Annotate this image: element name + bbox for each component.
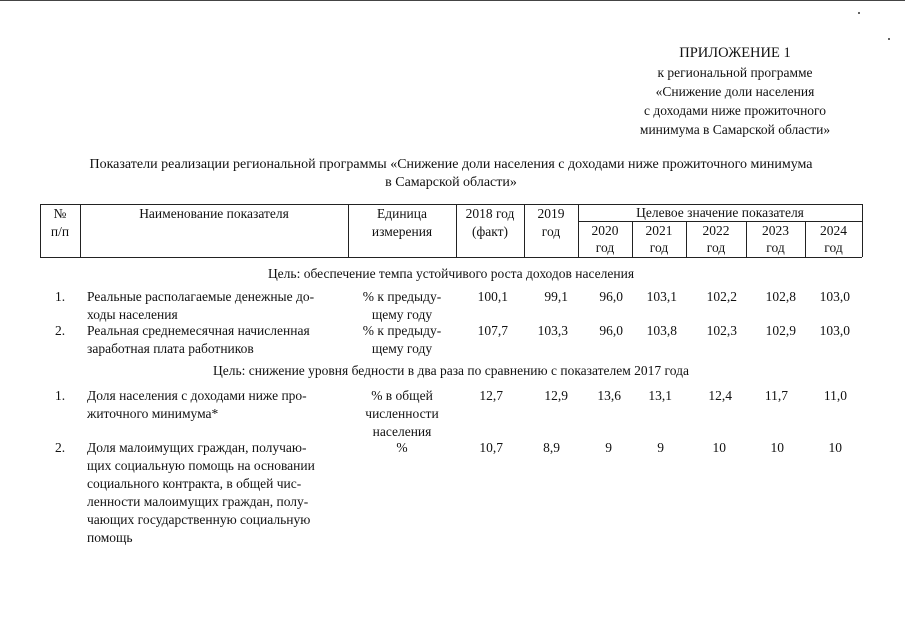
header-name: Наименование показателя bbox=[139, 206, 289, 221]
appendix-title: ПРИЛОЖЕНИЕ 1 bbox=[679, 45, 791, 61]
value-2022: 102,2 bbox=[706, 289, 737, 304]
row-name: Доля населения с доходами ниже про- житочного минимума* bbox=[87, 388, 307, 421]
scan-speck bbox=[858, 12, 860, 14]
row-unit: % к предыду- щему году bbox=[362, 323, 442, 356]
row-unit: % в общей численности населения bbox=[365, 388, 439, 439]
row-unit: % bbox=[396, 440, 408, 455]
table-header-bottom-border bbox=[40, 257, 862, 258]
value-2020: 9 bbox=[605, 440, 612, 455]
header-2018: 2018 год (факт) bbox=[465, 206, 515, 239]
row-name: Реальная среднемесячная начисленная заработная плата работников bbox=[87, 323, 310, 356]
header-year-2024: 2024 год bbox=[820, 223, 847, 255]
header-unit: Единица измерения bbox=[371, 206, 433, 239]
scan-edge bbox=[0, 0, 905, 1]
table-right-border bbox=[862, 204, 863, 257]
value-2020: 96,0 bbox=[599, 323, 623, 338]
document-title-line: в Самарской области» bbox=[385, 175, 517, 190]
value-2021: 13,1 bbox=[648, 388, 672, 403]
value-2024: 11,0 bbox=[823, 388, 847, 403]
value-2018: 107,7 bbox=[477, 323, 508, 338]
value-2022: 102,3 bbox=[706, 323, 737, 338]
goal-heading-2: Цель: снижение уровня бедности в два раза по сравнению с показателем 2017 года bbox=[213, 363, 689, 378]
document-title bbox=[40, 156, 862, 192]
header-2019: 2019 год bbox=[537, 206, 565, 239]
header-target: Целевое значение показателя bbox=[636, 205, 804, 220]
value-2018: 100,1 bbox=[477, 289, 508, 304]
row-num: 2. bbox=[54, 440, 66, 455]
header-year-2020: 2020 год bbox=[591, 223, 619, 255]
row-num: 1. bbox=[54, 388, 66, 403]
value-2018: 10,7 bbox=[479, 440, 503, 455]
header-num: № п/п bbox=[50, 206, 70, 239]
value-2023: 102,8 bbox=[765, 289, 796, 304]
value-2019: 99,1 bbox=[544, 289, 568, 304]
scan-speck bbox=[888, 38, 890, 40]
row-name: Доля малоимущих граждан, получаю- щих социальную помощь на основании социального контракта, в общей чис- ленности малоимущих граждан, полу- чающих государственную социальную помощь bbox=[87, 440, 315, 545]
value-2023: 11,7 bbox=[764, 388, 788, 403]
row-num: 2. bbox=[54, 323, 66, 338]
value-2024: 103,0 bbox=[819, 289, 850, 304]
value-2024: 103,0 bbox=[819, 323, 850, 338]
appendix-line: к региональной программе bbox=[657, 65, 813, 80]
appendix-line: с доходами ниже прожиточного bbox=[644, 103, 826, 118]
value-2018: 12,7 bbox=[479, 388, 503, 403]
value-2021: 103,8 bbox=[646, 323, 677, 338]
row-num: 1. bbox=[54, 289, 66, 304]
appendix-block bbox=[590, 44, 880, 139]
value-2022: 12,4 bbox=[708, 388, 732, 403]
value-2023: 10 bbox=[770, 440, 784, 455]
value-2019: 103,3 bbox=[537, 323, 568, 338]
value-2019: 8,9 bbox=[543, 440, 560, 455]
value-2020: 96,0 bbox=[599, 289, 623, 304]
appendix-line: минимума в Самарской области» bbox=[639, 122, 831, 137]
value-2019: 12,9 bbox=[544, 388, 568, 403]
value-2020: 13,6 bbox=[597, 388, 621, 403]
goal-heading-1: Цель: обеспечение темпа устойчивого роста доходов населения bbox=[267, 266, 635, 281]
value-2022: 10 bbox=[712, 440, 726, 455]
row-unit: % к предыду- щему году bbox=[362, 289, 442, 322]
header-year-2022: 2022 год bbox=[702, 223, 730, 255]
header-year-2021: 2021 год bbox=[645, 223, 673, 255]
document-title-line: Показатели реализации региональной программы «Снижение доли населения с доходами ниже прожиточного минимума bbox=[89, 157, 813, 172]
value-2023: 102,9 bbox=[765, 323, 796, 338]
row-name: Реальные располагаемые денежные до- ходы населения bbox=[87, 289, 315, 322]
value-2024: 10 bbox=[828, 440, 842, 455]
value-2021: 103,1 bbox=[646, 289, 677, 304]
appendix-line: «Снижение доли населения bbox=[655, 84, 815, 99]
value-2021: 9 bbox=[657, 440, 664, 455]
header-year-2023: 2023 год bbox=[762, 223, 789, 255]
